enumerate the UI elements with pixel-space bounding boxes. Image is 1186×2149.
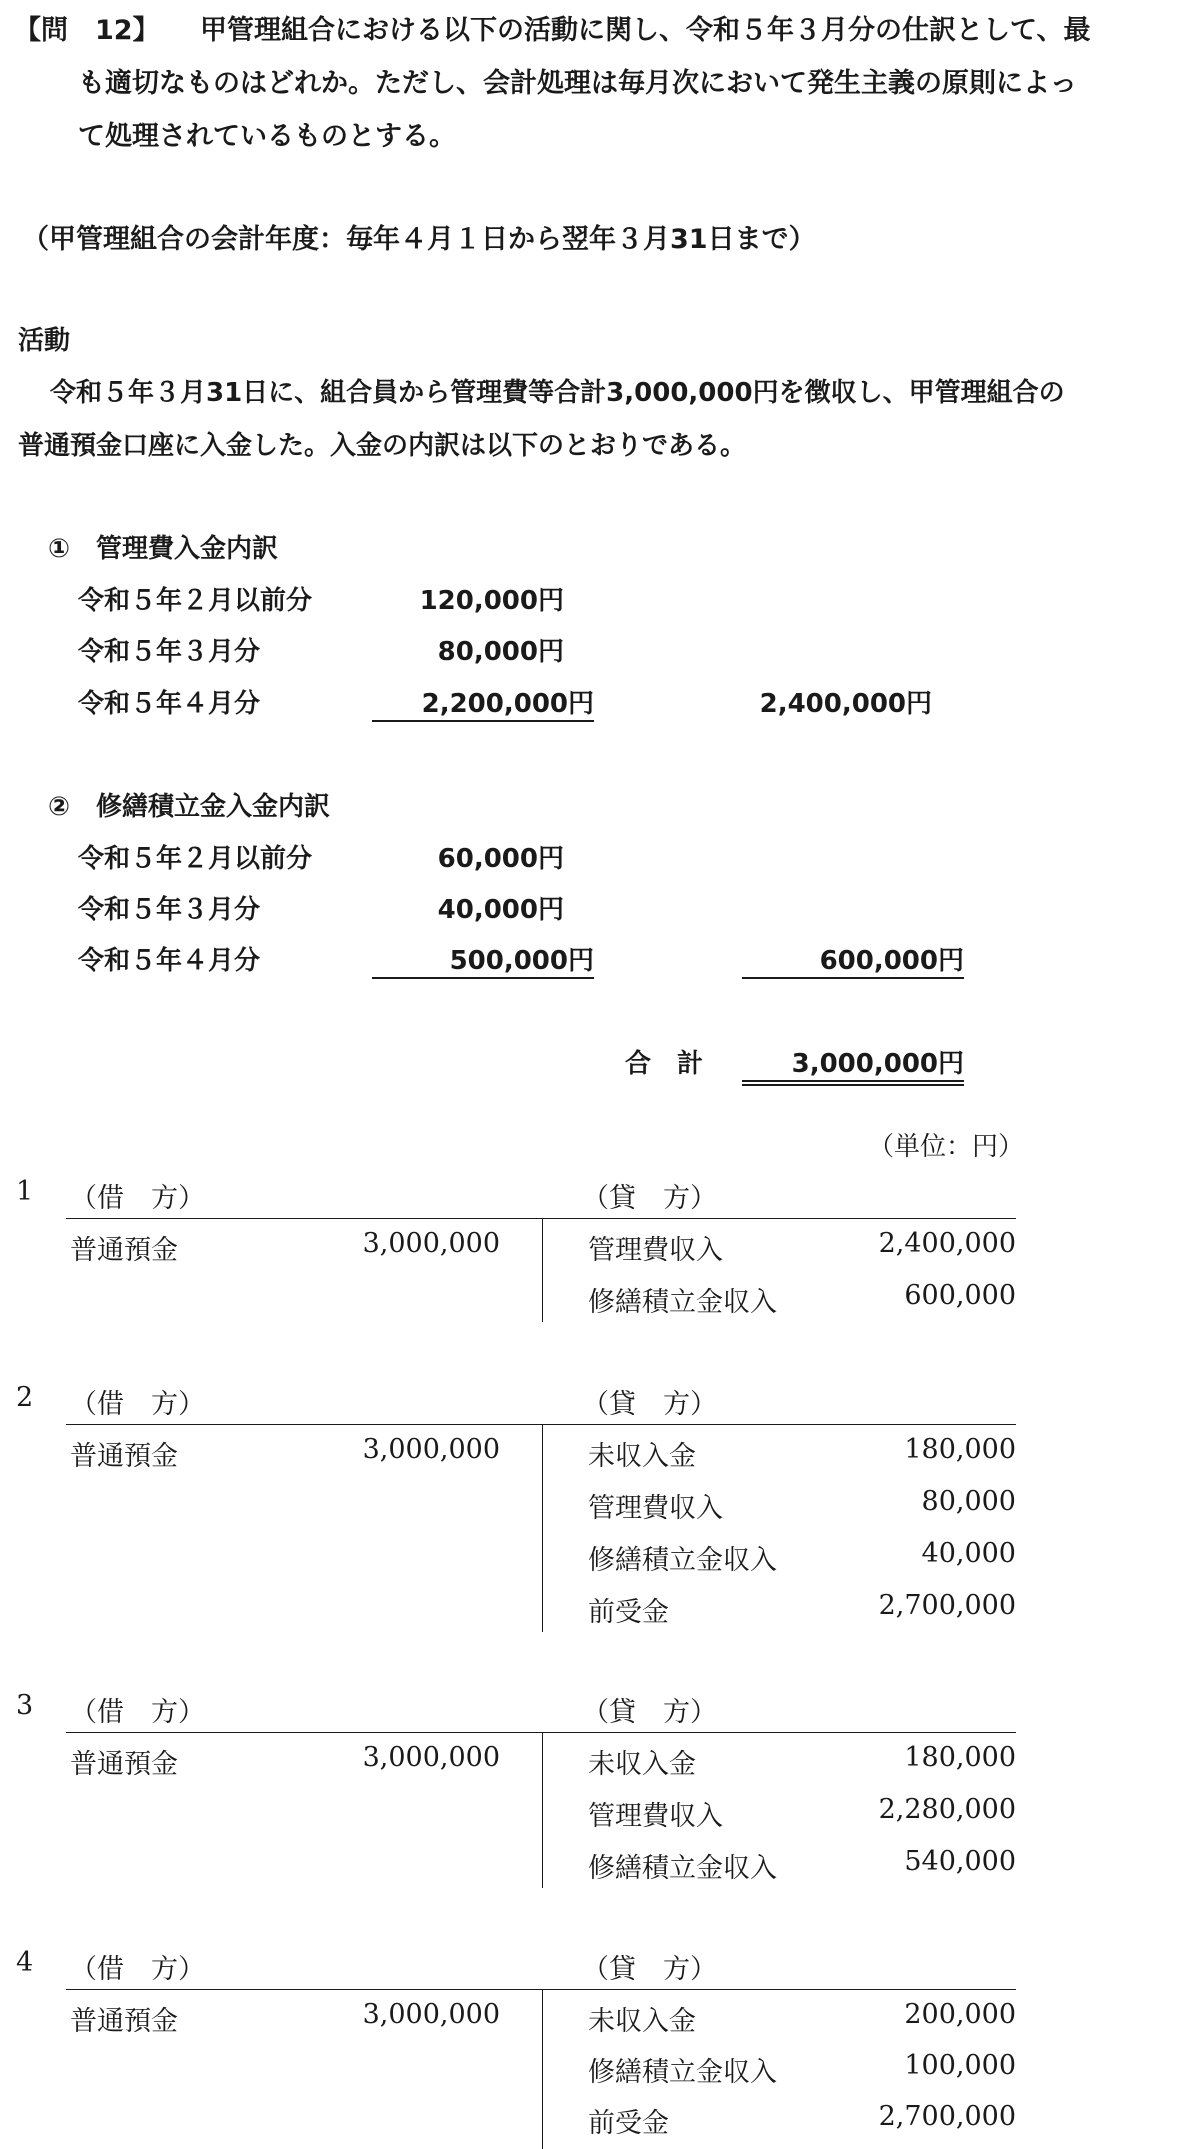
- breakdown2-label-2: 令和５年３月分: [78, 895, 261, 925]
- credit-header: （貸 方）: [582, 1389, 717, 1420]
- credit-amount: 180,000: [904, 1434, 1016, 1465]
- credit-header: （貸 方）: [582, 1954, 717, 1985]
- breakdown2-label-3: 令和５年４月分: [78, 946, 261, 976]
- credit-account: 管理費収入: [588, 1801, 723, 1832]
- option-number: 4: [16, 1947, 34, 1978]
- credit-amount: 2,700,000: [878, 1590, 1016, 1621]
- question-line-1: 甲管理組合における以下の活動に関し、令和５年３月分の仕訳として、最: [200, 15, 1091, 46]
- option-number: 3: [16, 1690, 34, 1721]
- credit-account: 未収入金: [588, 1749, 696, 1780]
- debit-amount: 3,000,000: [362, 1742, 500, 1773]
- debit-header: （借 方）: [70, 1389, 205, 1420]
- breakdown1-subtotal: 2,400,000円: [759, 689, 932, 719]
- breakdown1-amount-3: 2,200,000円: [372, 683, 594, 722]
- credit-account: 修繕積立金収入: [588, 1545, 777, 1576]
- debit-amount: 3,000,000: [362, 1228, 500, 1259]
- question-line-3: て処理されているものとする。: [78, 121, 456, 152]
- debit-account: 普通預金: [70, 2006, 178, 2037]
- debit-header: （借 方）: [70, 1954, 205, 1985]
- header-rule: [66, 1424, 1016, 1425]
- breakdown1-amount-2: 80,000円: [437, 637, 564, 667]
- debit-amount: 3,000,000: [362, 1434, 500, 1465]
- credit-account: 修繕積立金収入: [588, 2057, 777, 2088]
- credit-header: （貸 方）: [582, 1183, 717, 1214]
- credit-account: 未収入金: [588, 2006, 696, 2037]
- fiscal-year-note: （甲管理組合の会計年度：毎年４月１日から翌年３月31日まで）: [22, 224, 816, 255]
- breakdown1-label-3: 令和５年４月分: [78, 689, 261, 719]
- credit-account: 前受金: [588, 2108, 669, 2139]
- header-rule: [66, 1732, 1016, 1733]
- breakdown2-amount-1: 60,000円: [437, 844, 564, 874]
- credit-amount: 2,700,000: [878, 2101, 1016, 2132]
- breakdown1-label-2: 令和５年３月分: [78, 637, 261, 667]
- debit-account: 普通預金: [70, 1235, 178, 1266]
- credit-amount: 80,000: [921, 1486, 1016, 1517]
- credit-amount: 40,000: [921, 1538, 1016, 1569]
- credit-amount: 200,000: [904, 1999, 1016, 2030]
- credit-account: 修繕積立金収入: [588, 1853, 777, 1884]
- breakdown1-label-1: 令和５年２月以前分: [78, 586, 313, 616]
- question-number: 【問 12】: [14, 15, 160, 46]
- breakdown2-label-1: 令和５年２月以前分: [78, 844, 313, 874]
- credit-amount: 540,000: [904, 1846, 1016, 1877]
- breakdown2-amount-2: 40,000円: [437, 895, 564, 925]
- credit-account: 管理費収入: [588, 1235, 723, 1266]
- debit-header: （借 方）: [70, 1697, 205, 1728]
- activity-line-1: 令和５年３月31日に、組合員から管理費等合計3,000,000円を徴収し、甲管理組合の: [50, 378, 1065, 408]
- credit-account: 修繕積立金収入: [588, 1287, 777, 1318]
- credit-account: 管理費収入: [588, 1493, 723, 1524]
- credit-amount: 2,400,000: [878, 1228, 1016, 1259]
- activity-heading: 活動: [18, 326, 71, 356]
- option-number: 2: [16, 1382, 34, 1413]
- debit-account: 普通預金: [70, 1441, 178, 1472]
- breakdown1-title: ① 管理費入金内訳: [48, 534, 279, 564]
- center-rule: [542, 1218, 543, 1322]
- credit-account: 未収入金: [588, 1441, 696, 1472]
- total-amount: 3,000,000円: [742, 1043, 964, 1086]
- breakdown2-amount-3: 500,000円: [372, 940, 594, 979]
- unit-note: （単位：円）: [868, 1132, 1025, 1162]
- center-rule: [542, 1732, 543, 1888]
- credit-account: 前受金: [588, 1597, 669, 1628]
- center-rule: [542, 1989, 543, 2149]
- credit-amount: 100,000: [904, 2050, 1016, 2081]
- breakdown1-amount-1: 120,000円: [419, 586, 564, 616]
- credit-amount: 2,280,000: [878, 1794, 1016, 1825]
- total-label: 合 計: [625, 1049, 704, 1079]
- activity-line-2: 普通預金口座に入金した。入金の内訳は以下のとおりである。: [18, 431, 747, 461]
- header-rule: [66, 1218, 1016, 1219]
- header-rule: [66, 1989, 1016, 1990]
- debit-account: 普通預金: [70, 1749, 178, 1780]
- breakdown2-subtotal: 600,000円: [742, 940, 964, 979]
- option-number: 1: [16, 1176, 34, 1207]
- credit-amount: 600,000: [904, 1280, 1016, 1311]
- center-rule: [542, 1424, 543, 1632]
- credit-amount: 180,000: [904, 1742, 1016, 1773]
- debit-header: （借 方）: [70, 1183, 205, 1214]
- debit-amount: 3,000,000: [362, 1999, 500, 2030]
- question-line-2: も適切なものはどれか。ただし、会計処理は毎月次において発生主義の原則によっ: [78, 68, 1077, 99]
- credit-header: （貸 方）: [582, 1697, 717, 1728]
- breakdown2-title: ② 修繕積立金入金内訳: [48, 792, 331, 822]
